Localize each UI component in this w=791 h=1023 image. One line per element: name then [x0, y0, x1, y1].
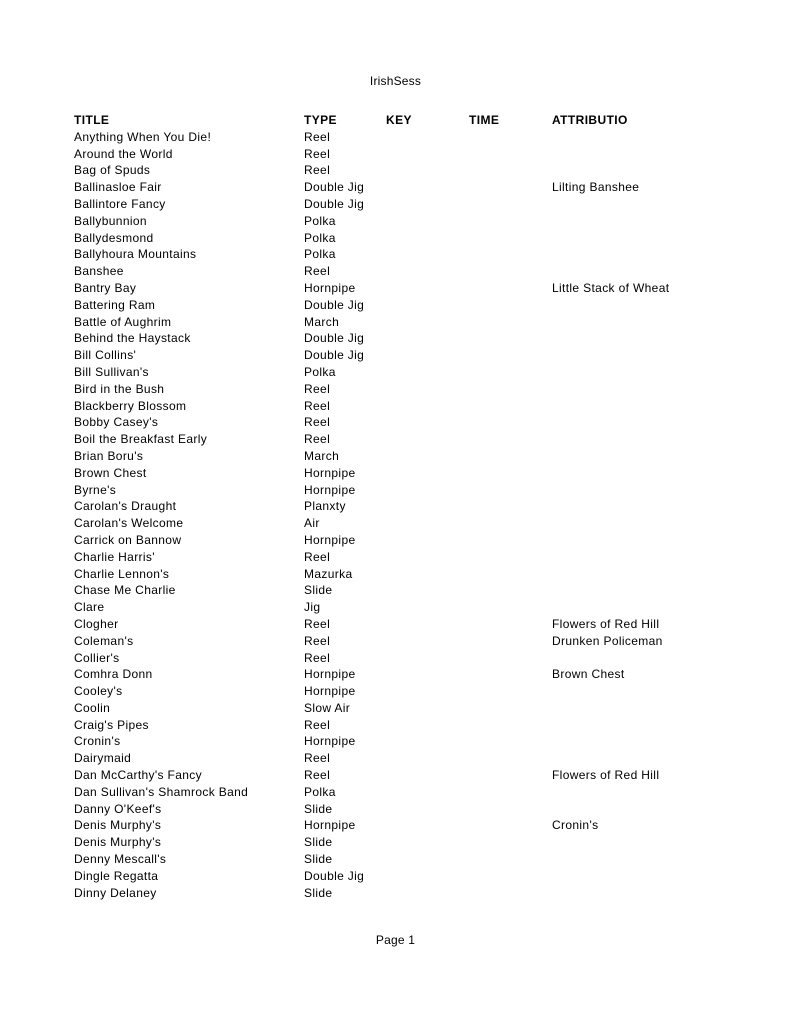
cell-type: Reel	[304, 549, 331, 564]
cell-title: Carolan's Welcome	[74, 516, 184, 531]
cell-type: Reel	[304, 717, 331, 732]
cell-title: Dan Sullivan's Shamrock Band	[74, 784, 249, 799]
table-row	[74, 834, 634, 851]
cell-type: Hornpipe	[304, 684, 356, 699]
cell-attribution: Flowers of Red Hill	[552, 616, 660, 631]
table-row	[74, 868, 634, 885]
cell-type: Reel	[304, 650, 331, 665]
table-row	[74, 431, 634, 448]
cell-attribution: Drunken Policeman	[552, 633, 663, 648]
cell-type: Reel	[304, 616, 331, 631]
cell-title: Dingle Regatta	[74, 868, 159, 883]
cell-title: Blackberry Blossom	[74, 398, 187, 413]
cell-title: Ballintore Fancy	[74, 196, 166, 211]
cell-title: Anything When You Die!	[74, 129, 212, 144]
cell-title: Ballydesmond	[74, 230, 154, 245]
cell-title: Bantry Bay	[74, 280, 137, 295]
cell-type: Hornpipe	[304, 482, 356, 497]
cell-attribution: Cronin's	[552, 818, 599, 833]
cell-type: Reel	[304, 432, 331, 447]
cell-title: Carolan's Draught	[74, 499, 177, 514]
cell-type: Reel	[304, 398, 331, 413]
cell-type: Mazurka	[304, 566, 353, 581]
cell-type: Planxty	[304, 499, 346, 514]
cell-title: Danny O'Keef's	[74, 801, 162, 816]
table-row	[74, 364, 634, 381]
table-row	[74, 482, 634, 499]
table-row	[74, 817, 634, 834]
cell-title: Denny Mescall's	[74, 852, 167, 867]
cell-type: Reel	[304, 633, 331, 648]
table-row	[74, 582, 634, 599]
cell-title: Comhra Donn	[74, 667, 153, 682]
cell-type: Hornpipe	[304, 818, 356, 833]
table-row	[74, 196, 634, 213]
cell-title: Bobby Casey's	[74, 415, 159, 430]
cell-type: Double Jig	[304, 297, 365, 312]
table-row	[74, 683, 634, 700]
table-row	[74, 314, 634, 331]
table-row	[74, 398, 634, 415]
cell-attribution: Flowers of Red Hill	[552, 768, 660, 783]
cell-title: Banshee	[74, 264, 124, 279]
cell-title: Battle of Aughrim	[74, 314, 172, 329]
table-row	[74, 633, 663, 650]
table-row	[74, 700, 634, 717]
table-row	[74, 129, 634, 146]
column-header-title: TITLE	[74, 113, 110, 127]
cell-title: Brown Chest	[74, 465, 147, 480]
cell-title: Cronin's	[74, 734, 121, 749]
cell-title: Craig's Pipes	[74, 717, 149, 732]
cell-type: Slide	[304, 801, 333, 816]
page-header: IrishSess	[369, 74, 422, 88]
table-row	[74, 347, 634, 364]
cell-type: Air	[304, 516, 320, 531]
cell-title: Charlie Harris'	[74, 549, 155, 564]
table-row	[74, 717, 634, 734]
tune-table	[74, 112, 670, 901]
page-number: Page 1	[375, 933, 416, 947]
cell-title: Clare	[74, 600, 105, 615]
cell-title: Around the World	[74, 146, 173, 161]
cell-type: Jig	[304, 600, 321, 615]
cell-title: Brian Boru's	[74, 448, 144, 463]
table-row	[74, 666, 634, 683]
cell-attribution: Little Stack of Wheat	[552, 280, 670, 295]
cell-title: Dan McCarthy's Fancy	[74, 768, 202, 783]
cell-type: Polka	[304, 364, 336, 379]
table-row	[74, 851, 634, 868]
table-row	[74, 213, 634, 230]
table-row	[74, 448, 634, 465]
cell-title: Dinny Delaney	[74, 885, 157, 900]
cell-type: Slide	[304, 835, 333, 850]
cell-type: Double Jig	[304, 180, 365, 195]
cell-type: Polka	[304, 784, 336, 799]
cell-type: Double Jig	[304, 868, 365, 883]
table-row	[74, 750, 634, 767]
table-row	[74, 515, 634, 532]
table-row	[74, 381, 634, 398]
cell-title: Byrne's	[74, 482, 117, 497]
cell-type: March	[304, 448, 340, 463]
table-row	[74, 230, 634, 247]
cell-type: Polka	[304, 247, 336, 262]
cell-type: Reel	[304, 381, 331, 396]
column-header-key: KEY	[386, 113, 412, 127]
table-row	[74, 146, 634, 163]
table-row	[74, 532, 634, 549]
cell-title: Battering Ram	[74, 297, 156, 312]
cell-title: Denis Murphy's	[74, 818, 162, 833]
cell-title: Coolin	[74, 700, 111, 715]
cell-type: Double Jig	[304, 331, 365, 346]
cell-type: Polka	[304, 213, 336, 228]
cell-title: Ballyhoura Mountains	[74, 247, 197, 262]
table-row	[74, 566, 634, 583]
cell-type: Slide	[304, 852, 333, 867]
table-header-row	[74, 112, 634, 129]
cell-title: Denis Murphy's	[74, 835, 162, 850]
cell-title: Bird in the Bush	[74, 381, 165, 396]
cell-type: Slide	[304, 885, 333, 900]
table-row	[74, 784, 634, 801]
cell-title: Boil the Breakfast Early	[74, 432, 208, 447]
cell-title: Chase Me Charlie	[74, 583, 176, 598]
table-row	[74, 263, 634, 280]
table-row	[74, 297, 634, 314]
cell-type: Hornpipe	[304, 532, 356, 547]
cell-type: Reel	[304, 751, 331, 766]
cell-type: Hornpipe	[304, 734, 356, 749]
table-row	[74, 599, 634, 616]
cell-title: Charlie Lennon's	[74, 566, 170, 581]
cell-type: March	[304, 314, 340, 329]
table-row	[74, 801, 634, 818]
cell-title: Ballybunnion	[74, 213, 147, 228]
cell-title: Bill Collins'	[74, 348, 137, 363]
cell-type: Polka	[304, 230, 336, 245]
table-row	[74, 733, 634, 750]
table-row	[74, 179, 640, 196]
cell-type: Reel	[304, 768, 331, 783]
cell-attribution: Lilting Banshee	[552, 180, 640, 195]
cell-title: Carrick on Bannow	[74, 532, 182, 547]
cell-title: Dairymaid	[74, 751, 132, 766]
table-row	[74, 280, 670, 297]
cell-title: Behind the Haystack	[74, 331, 191, 346]
table-row	[74, 246, 634, 263]
cell-type: Reel	[304, 163, 331, 178]
table-row	[74, 162, 634, 179]
cell-title: Ballinasloe Fair	[74, 180, 162, 195]
cell-title: Clogher	[74, 616, 119, 631]
cell-type: Slow Air	[304, 700, 351, 715]
cell-title: Cooley's	[74, 684, 123, 699]
cell-title: Bill Sullivan's	[74, 364, 149, 379]
cell-type: Reel	[304, 129, 331, 144]
cell-type: Slide	[304, 583, 333, 598]
cell-attribution: Brown Chest	[552, 667, 625, 682]
cell-type: Reel	[304, 415, 331, 430]
cell-type: Hornpipe	[304, 280, 356, 295]
cell-title: Coleman's	[74, 633, 134, 648]
cell-type: Hornpipe	[304, 465, 356, 480]
cell-title: Collier's	[74, 650, 120, 665]
cell-type: Double Jig	[304, 196, 365, 211]
table-row	[74, 330, 634, 347]
table-row	[74, 498, 634, 515]
table-row	[74, 650, 634, 667]
table-body	[74, 129, 670, 902]
column-header-attribution: ATTRIBUTIO	[552, 113, 628, 127]
table-row	[74, 414, 634, 431]
cell-type: Hornpipe	[304, 667, 356, 682]
table-row	[74, 885, 634, 902]
table-row	[74, 549, 634, 566]
table-row	[74, 616, 660, 633]
column-header-time: TIME	[469, 113, 500, 127]
cell-title: Bag of Spuds	[74, 163, 151, 178]
cell-type: Double Jig	[304, 348, 365, 363]
table-row	[74, 767, 660, 784]
cell-type: Reel	[304, 146, 331, 161]
cell-type: Reel	[304, 264, 331, 279]
column-header-type: TYPE	[304, 113, 337, 127]
table-row	[74, 465, 634, 482]
